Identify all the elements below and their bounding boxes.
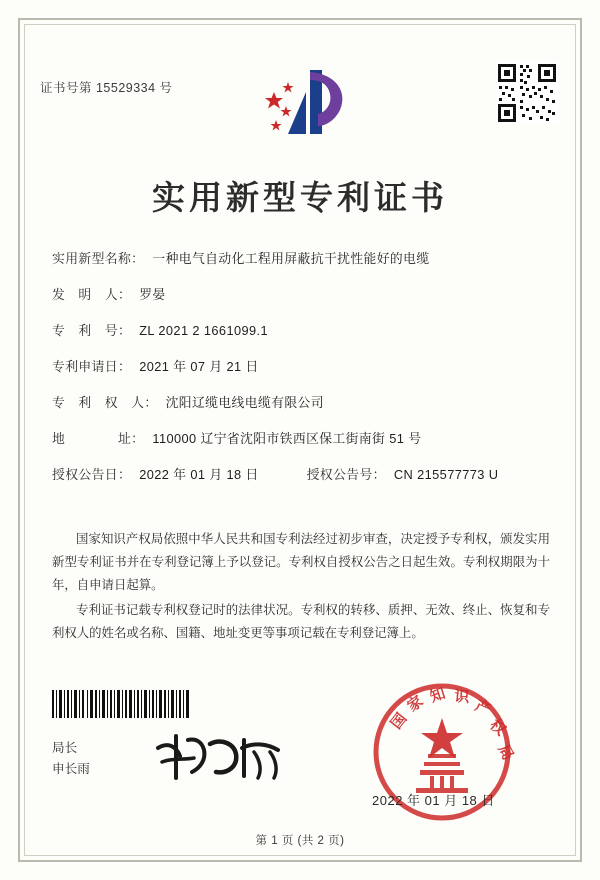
field-row: [52, 320, 548, 339]
svg-text:家: 家: [403, 691, 427, 716]
svg-text:国: 国: [386, 709, 411, 733]
director-label: 局长: [52, 741, 78, 755]
legal-text: [52, 528, 550, 647]
certificate-number: 证书号第 15529334 号: [40, 81, 173, 95]
seal-date: 2022 年 01 月 18 日: [372, 793, 495, 808]
grant-date-value: 2022 年 01 月 18 日: [139, 467, 259, 482]
field-label: 地 址：: [52, 431, 145, 446]
field-value: 110000 辽宁省沈阳市铁西区保工街南街 51 号: [152, 431, 422, 446]
director-block: [52, 738, 90, 780]
page-footer: 第 1 页 (共 2 页): [255, 835, 345, 847]
field-row: [52, 248, 548, 267]
field-value: 罗晏: [139, 287, 166, 302]
page-title: 实用新型专利证书: [152, 178, 448, 217]
director-signature: [150, 728, 290, 786]
qr-code: [496, 62, 558, 124]
svg-text:局: 局: [494, 741, 516, 764]
svg-text:权: 权: [486, 715, 510, 740]
field-list: [52, 248, 548, 500]
field-row: [52, 356, 548, 375]
svg-text:产: 产: [472, 696, 494, 719]
paragraph: 国家知识产权局依照中华人民共和国专利法经过初步审查，决定授予专利权，颁发实用新型专利证书并在专利登记簿上予以登记。专利权自授权公告之日起生效。专利权期限为十年，自申请日起算。: [52, 531, 550, 592]
field-label: 发 明 人：: [52, 287, 132, 302]
cnipa-logo: [248, 62, 358, 142]
field-label: 专 利 权 人：: [52, 395, 158, 410]
field-label: 专利申请日：: [52, 359, 132, 374]
field-value: 一种电气自动化工程用屏蔽抗干扰性能好的电缆: [152, 251, 430, 266]
field-label: 实用新型名称：: [52, 251, 145, 266]
field-value: 沈阳辽缆电线电缆有限公司: [165, 395, 324, 410]
grant-number-label: 授权公告号：: [306, 467, 386, 482]
field-value: 2021 年 07 月 21 日: [139, 359, 259, 374]
field-row: [52, 284, 548, 303]
grant-row: [52, 464, 548, 483]
field-row: [52, 392, 548, 411]
barcode: [52, 690, 192, 718]
grant-date-label: 授权公告日：: [52, 467, 132, 482]
field-row: [52, 428, 548, 447]
field-label: 专 利 号：: [52, 323, 132, 338]
grant-number-value: CN 215577773 U: [393, 467, 499, 482]
field-value: ZL 2021 2 1661099.1: [139, 323, 268, 338]
svg-text:知: 知: [427, 684, 448, 706]
paragraph: 专利证书记载专利权登记时的法律状况。专利权的转移、质押、无效、终止、恢复和专利权人的姓名或名称、国籍、地址变更等事项记载在专利登记簿上。: [52, 601, 550, 640]
director-name: 申长雨: [52, 761, 90, 776]
svg-text:识: 识: [453, 687, 470, 707]
